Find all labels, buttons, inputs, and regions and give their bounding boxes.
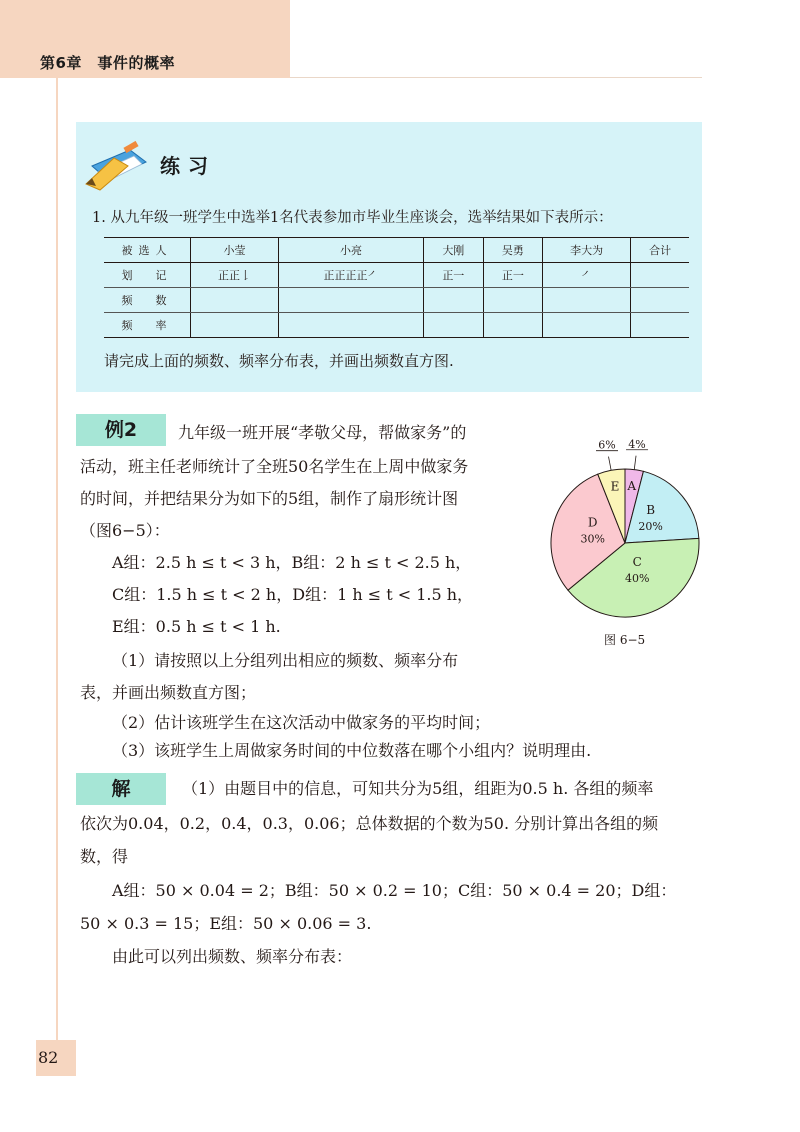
- pie-percent-label: 20%: [638, 519, 663, 533]
- example-line: C组：1.5 h ≤ t < 2 h，D组：1 h ≤ t < 1.5 h，: [112, 585, 474, 604]
- example-line: （图6−5）：: [80, 521, 170, 540]
- table-cell: [424, 313, 484, 338]
- table-header-cell: 小莹: [191, 238, 279, 263]
- pie-percent-label: 40%: [625, 571, 650, 585]
- pie-slice-label: A: [627, 479, 637, 494]
- table-cell: ㇒: [543, 263, 631, 288]
- solution-line: A组：50 × 0.04 = 2；B组：50 × 0.2 = 10；C组：50 × 0.4 = 20；D组：: [112, 881, 677, 900]
- table-header-cell: 吴勇: [483, 238, 543, 263]
- example-line: 的时间，并把结果分为如下的5组，制作了扇形统计图: [80, 489, 459, 508]
- table-header-cell: 大刚: [424, 238, 484, 263]
- example-line: A组：2.5 h ≤ t < 3 h，B组：2 h ≤ t < 2.5 h，: [112, 553, 472, 572]
- exercise-pencil-icon: [84, 136, 154, 192]
- exercise-question: 1. 从九年级一班学生中选举1名代表参加市毕业生座谈会，选举结果如下表所示：: [92, 210, 613, 226]
- table-cell: [631, 313, 689, 338]
- pie-slice-label: C: [632, 554, 642, 569]
- example-line: （3）该班学生上周做家务时间的中位数落在哪个小组内？说明理由.: [112, 741, 592, 760]
- chapter-title: 第6章 事件的概率: [40, 54, 175, 72]
- table-header-cell: 合计: [631, 238, 689, 263]
- row-label: 划 记: [104, 263, 191, 288]
- table-row: [104, 263, 689, 288]
- table-cell: [424, 288, 484, 313]
- pie-percent-label: 6%: [598, 438, 616, 452]
- table-cell: [279, 313, 424, 338]
- table-cell: [543, 313, 631, 338]
- example-line: E组：0.5 h ≤ t < 1 h.: [112, 617, 281, 636]
- table-cell: 正正正正㇒: [279, 263, 424, 288]
- table-row: [104, 288, 689, 313]
- example-line: 表，并画出频数直方图；: [80, 683, 257, 702]
- table-cell: [279, 288, 424, 313]
- table-cell: 正一: [424, 263, 484, 288]
- pie-slice-label: B: [646, 502, 656, 517]
- header-rule: [290, 77, 702, 78]
- table-header-cell: 小亮: [279, 238, 424, 263]
- pie-leader-line: [634, 456, 636, 470]
- table-cell: [483, 288, 543, 313]
- pie-slice-label: D: [587, 515, 598, 530]
- solution-line: 数，得: [80, 847, 129, 866]
- table-cell: [543, 288, 631, 313]
- page-number: 82: [38, 1048, 59, 1067]
- table-cell: 正一: [483, 263, 543, 288]
- pie-percent-label: 30%: [580, 532, 605, 546]
- example-line: （1）请按照以上分组列出相应的频数、频率分布: [112, 651, 459, 670]
- table-cell: [191, 288, 279, 313]
- pie-percent-label: 4%: [628, 437, 646, 451]
- figure-caption: 图 6−5: [604, 633, 646, 647]
- table-cell: [483, 313, 543, 338]
- example-label: 例2: [76, 414, 166, 446]
- solution-line: 由此可以列出频数、频率分布表：: [112, 947, 353, 966]
- pie-slice-label: E: [610, 479, 620, 494]
- example-line: （2）估计该班学生在这次活动中做家务的平均时间；: [112, 713, 491, 732]
- exercise-instruction: 请完成上面的频数、频率分布表，并画出频数直方图.: [104, 352, 454, 370]
- example-line: 九年级一班开展“孝敬父母，帮做家务”的: [178, 423, 467, 442]
- example-line: 活动，班主任老师统计了全班50名学生在上周中做家务: [80, 457, 469, 476]
- row-label: 频 数: [104, 288, 191, 313]
- table-row: [104, 313, 689, 338]
- solution-line: 50 × 0.3 = 15；E组：50 × 0.06 = 3.: [80, 914, 372, 933]
- table-cell: [631, 288, 689, 313]
- solution-line: 依次为0.04，0.2，0.4，0.3，0.06；总体数据的个数为50. 分别计算出各组的频: [80, 814, 659, 833]
- exercise-title: 练习: [160, 154, 216, 178]
- pie-leader-line: [609, 457, 612, 471]
- table-cell: 正正𠄌: [191, 263, 279, 288]
- solution-line: （1）由题目中的信息，可知共分为5组，组距为0.5 h. 各组的频率: [182, 779, 654, 798]
- margin-rule: [56, 78, 58, 1040]
- table-cell: [191, 313, 279, 338]
- election-tally-table: [104, 237, 689, 338]
- table-header-cell: 被选人: [104, 238, 191, 263]
- solution-label: 解: [76, 773, 166, 805]
- pie-chart: [540, 432, 710, 622]
- table-cell: [631, 263, 689, 288]
- table-header-row: [104, 238, 689, 263]
- table-header-cell: 李大为: [543, 238, 631, 263]
- row-label: 频 率: [104, 313, 191, 338]
